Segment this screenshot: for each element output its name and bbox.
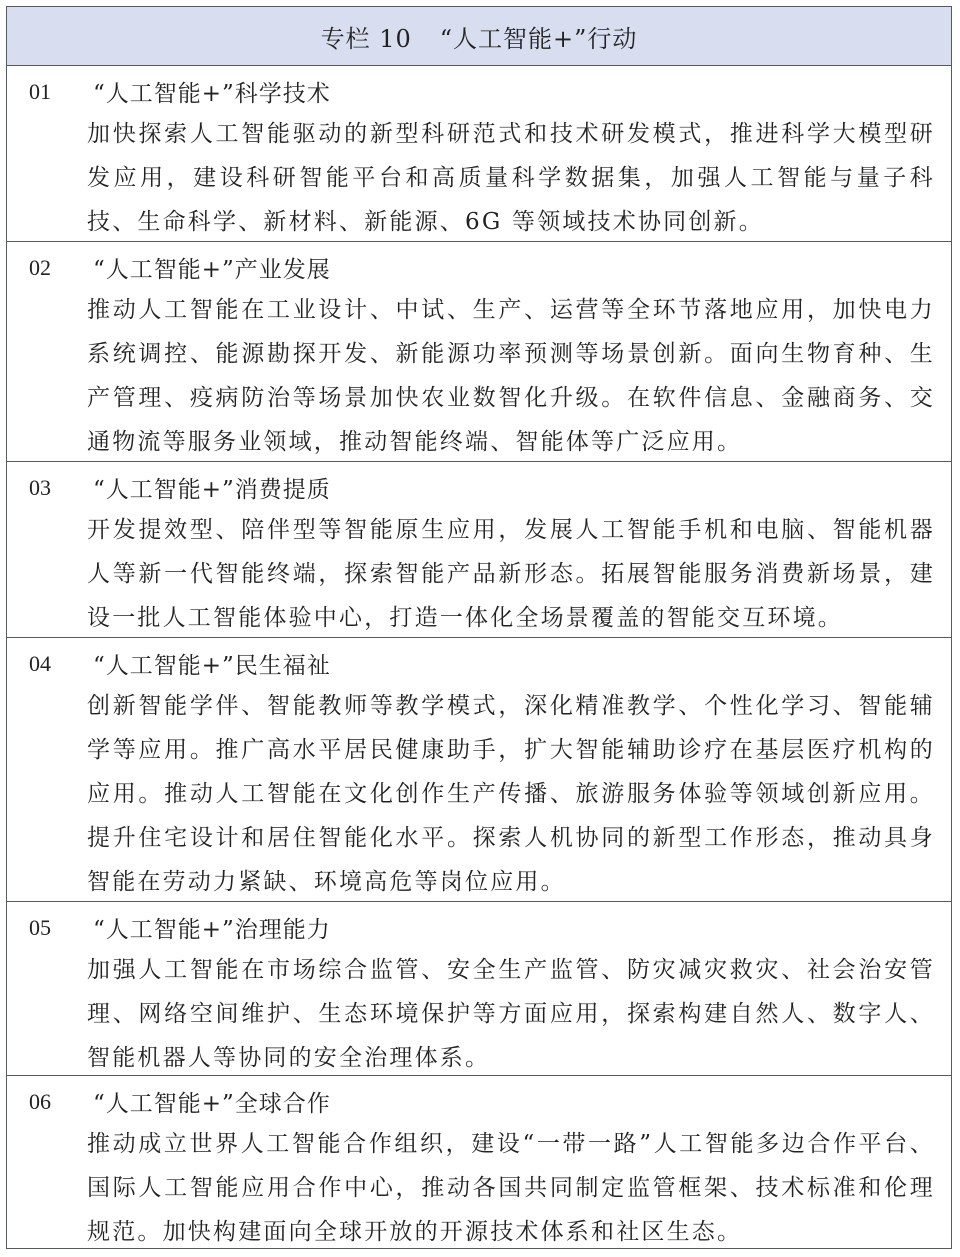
section-body: 开发提效型、陪伴型等智能原生应用，发展人工智能手机和电脑、智能机器人等新一代智能终端，探索智能产品新形态。拓展智能服务消费新场景，建设一批人工智能体验中心，打造一体化全场景覆盖的智能交互环境。 bbox=[87, 517, 935, 631]
section-05 bbox=[7, 902, 951, 1076]
section-body: 加强人工智能在市场综合监管、安全生产监管、防灾减灾救灾、社会治安管理、网络空间维护、生态环境保护等方面应用，探索构建自然人、数字人、智能机器人等协同的安全治理体系。 bbox=[87, 957, 935, 1071]
column-box bbox=[6, 6, 952, 1249]
section-body: 推动人工智能在工业设计、中试、生产、运营等全环节落地应用，加快电力系统调控、能源勘探开发、新能源功率预测等场景创新。面向生物育种、生产管理、疫病防治等场景加快农业数智化升级。在软件信息、金融商务、交通物流等服务业领域，推动智能终端、智能体等广泛应用。 bbox=[87, 297, 935, 455]
section-number: 02 bbox=[29, 255, 51, 280]
section-number: 06 bbox=[29, 1089, 51, 1114]
column-title: “人工智能+”行动 bbox=[439, 24, 638, 53]
section-body: 创新智能学伴、智能教师等教学模式，深化精准教学、个性化学习、智能辅学等应用。推广高水平居民健康助手，扩大智能辅助诊疗在基层医疗机构的应用。推动人工智能在文化创作生产传播、旅游服务体验等领域创新应用。提升住宅设计和居住智能化水平。探索人机协同的新型工作形态，推动具身智能在劳动力紧缺、环境高危等岗位应用。 bbox=[87, 693, 935, 895]
section-number: 05 bbox=[29, 915, 51, 940]
column-header bbox=[7, 7, 951, 66]
section-01 bbox=[7, 66, 951, 242]
section-04 bbox=[7, 638, 951, 902]
section-number: 03 bbox=[29, 475, 51, 500]
column-label: 专栏 10 bbox=[320, 24, 412, 53]
section-body: 推动成立世界人工智能合作组织，建设“一带一路”人工智能多边合作平台、国际人工智能应用合作中心，推动各国共同制定监管框架、技术标准和伦理规范。加快构建面向全球开放的开源技术体系和社区生态。 bbox=[87, 1131, 935, 1245]
section-title: “人工智能+”消费提质 bbox=[93, 477, 331, 503]
section-title: “人工智能+”产业发展 bbox=[93, 257, 331, 283]
section-title: “人工智能+”科学技术 bbox=[93, 81, 331, 107]
section-title: “人工智能+”民生福祉 bbox=[93, 653, 331, 679]
section-title: “人工智能+”治理能力 bbox=[93, 917, 331, 943]
section-03 bbox=[7, 462, 951, 638]
section-title: “人工智能+”全球合作 bbox=[93, 1091, 331, 1117]
section-body: 加快探索人工智能驱动的新型科研范式和技术研发模式，推进科学大模型研发应用，建设科研智能平台和高质量科学数据集，加强人工智能与量子科技、生命科学、新材料、新能源、6G 等领域技术协同创新。 bbox=[87, 121, 935, 235]
section-number: 01 bbox=[29, 79, 51, 104]
section-number: 04 bbox=[29, 651, 51, 676]
section-06 bbox=[7, 1076, 951, 1250]
section-02 bbox=[7, 242, 951, 462]
